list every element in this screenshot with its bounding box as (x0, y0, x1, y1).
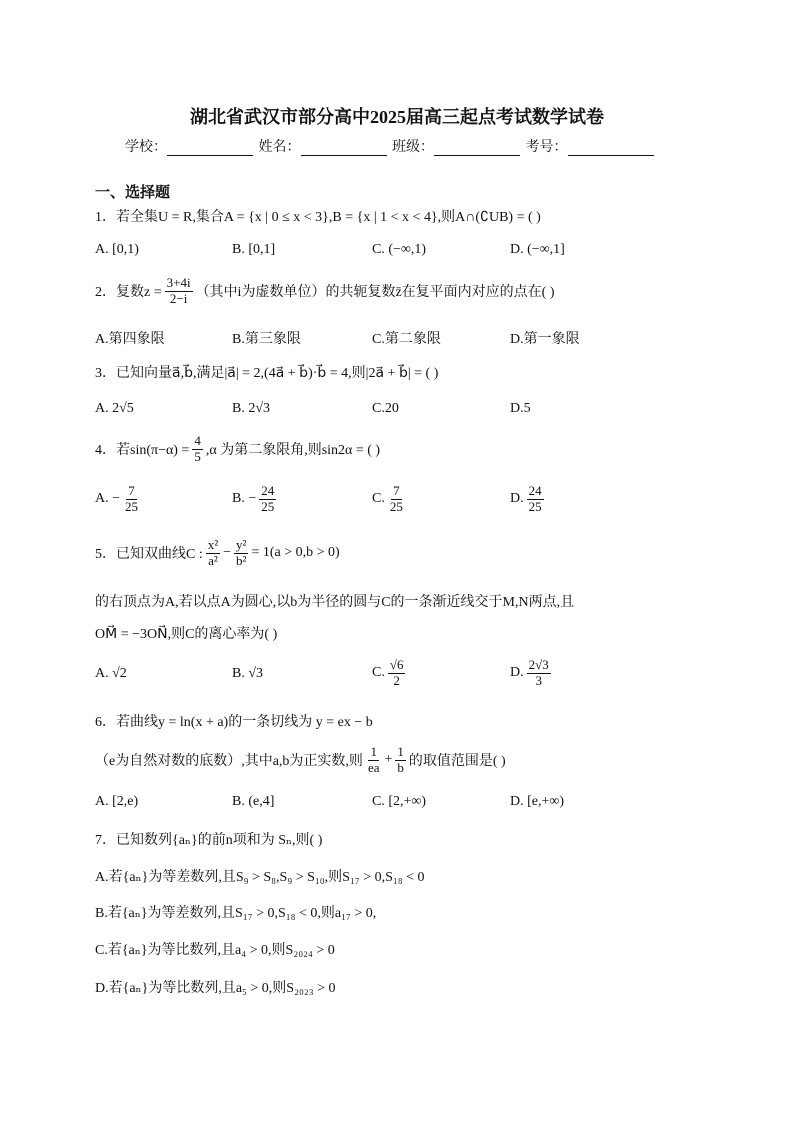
denominator: a² (208, 552, 218, 568)
name-label: 姓名： (258, 140, 301, 155)
option-d (510, 484, 547, 515)
fraction (234, 538, 248, 569)
option-b: B.第三象限 (232, 332, 301, 347)
option-a: A. √2 (95, 666, 127, 681)
name-blank (301, 141, 387, 156)
school-blank (167, 141, 253, 156)
fraction (192, 434, 203, 465)
option-label: B. − (232, 491, 257, 507)
student-info (125, 136, 656, 156)
option-label: C. (372, 665, 385, 681)
fraction (366, 745, 382, 776)
numerator: 1 (397, 744, 404, 759)
numerator: 1 (370, 744, 377, 759)
option-label: D. (510, 491, 524, 507)
question-4-post: ,α 为第二象限角,则sin2α = ( ) (205, 443, 381, 459)
option-b: B.若{aₙ}为等差数列,且S₁₇ > 0,S₁₈ < 0,则a₁₇ > 0, (95, 906, 377, 921)
option-d: D. (−∞,1] (510, 242, 565, 257)
option-a: A. [2,e) (95, 794, 139, 809)
numerator: 7 (128, 483, 135, 498)
question-5-pre: 5．已知双曲线C : (95, 547, 203, 563)
option-b (232, 484, 279, 515)
option-a: A.若{aₙ}为等差数列,且S₉ > S₈,S₉ > S₁₀,则S₁₇ > 0,S₁₈ < 0 (95, 870, 425, 885)
fraction (527, 658, 551, 689)
numerator: √6 (389, 657, 404, 672)
denominator: 25 (389, 498, 403, 514)
fraction (388, 658, 406, 689)
fraction (388, 484, 405, 515)
option-d: D.第一象限 (510, 332, 580, 347)
fraction (527, 484, 544, 515)
option-a: A. [0,1) (95, 242, 139, 257)
class-blank (434, 141, 520, 156)
denominator: b (397, 759, 404, 775)
option-c: C.若{aₙ}为等比数列,且a₄ > 0,则S₂₀₂₄ > 0 (95, 943, 335, 958)
denominator: 2 (393, 672, 400, 688)
question-7: 7．已知数列{aₙ}的前n项和为 Sₙ,则( ) (95, 833, 323, 848)
option-b: B. (e,4] (232, 794, 275, 809)
question-2-post: （其中i为虚数单位）的共轭复数z̄在复平面内对应的点在( ) (195, 285, 555, 301)
option-c: C.20 (372, 401, 399, 416)
fraction (165, 276, 193, 307)
question-5 (95, 538, 340, 569)
option-d (510, 658, 554, 689)
question-4 (95, 434, 380, 465)
fraction (395, 745, 406, 776)
denominator: 25 (125, 498, 139, 514)
question-4-pre: 4．若sin(π−α) = (95, 443, 190, 459)
school-label: 学校： (125, 140, 167, 155)
option-c: C. [2,+∞) (372, 794, 427, 809)
option-a: A.第四象限 (95, 332, 165, 347)
option-c (372, 658, 408, 689)
question-5-line-2: 的右顶点为A,若以点A为圆心,以b为半径的圆与C的一条渐近线交于M,N两点,且 (95, 595, 575, 610)
numerator: 24 (261, 483, 275, 498)
option-c (372, 484, 408, 515)
question-6-pre: （e为自然对数的底数）,其中a,b为正实数,则 (95, 754, 363, 770)
id-label: 考号： (525, 140, 568, 155)
question-6-post: 的取值范围是( ) (408, 754, 506, 770)
numerator: 3+4i (166, 275, 191, 290)
numerator: x² (207, 537, 219, 552)
question-1: 1．若全集U = R,集合A = {x | 0 ≤ x < 3},B = {x | 1 < x < 4},则A∩(∁UB) = ( ) (95, 210, 541, 225)
question-6-line-2 (95, 745, 506, 776)
question-2-pre: 2．复数z = (95, 285, 162, 301)
denominator: b² (236, 552, 247, 568)
class-label: 班级： (392, 140, 434, 155)
fraction (206, 538, 220, 569)
fraction (123, 484, 140, 515)
option-d: D.5 (510, 401, 531, 416)
denominator: 2−i (169, 290, 188, 306)
question-6: 6．若曲线y = ln(x + a)的一条切线为 y = ex − b (95, 715, 373, 730)
option-d: D.若{aₙ}为等比数列,且a₅ > 0,则S₂₀₂₃ > 0 (95, 981, 336, 996)
plus-sign: + (384, 752, 393, 768)
option-a (95, 484, 143, 515)
denominator: ea (367, 759, 380, 775)
question-2 (95, 276, 555, 307)
question-3: 3．已知向量a⃗,b⃗,满足|a⃗| = 2,(4a⃗ + b⃗)·b⃗ = 4,则|2a⃗ + b⃗| = ( ) (95, 366, 439, 381)
minus-sign: − (223, 545, 232, 561)
exam-title: 湖北省武汉市部分高中2025届高三起点考试数学试卷 (190, 107, 604, 127)
option-d: D. [e,+∞) (510, 794, 565, 809)
numerator: 2√3 (528, 657, 549, 672)
section-heading: 一、选择题 (95, 185, 171, 201)
option-label: A. − (95, 491, 121, 507)
option-label: C. (372, 491, 385, 507)
numerator: 4 (194, 433, 201, 448)
option-b: B. 2√3 (232, 401, 271, 416)
option-c: C.第二象限 (372, 332, 441, 347)
option-a: A. 2√5 (95, 401, 134, 416)
numerator: y² (236, 537, 247, 552)
option-c: C. (−∞,1) (372, 242, 427, 257)
denominator: 25 (261, 498, 275, 514)
fraction (259, 484, 276, 515)
denominator: 3 (535, 672, 542, 688)
question-5-line-3: OM⃗ = −3ON⃗,则C的离心率为( ) (95, 627, 278, 642)
option-b: B. [0,1] (232, 242, 276, 257)
option-b: B. √3 (232, 666, 264, 681)
denominator: 5 (194, 448, 201, 464)
question-5-post: = 1(a > 0,b > 0) (251, 545, 340, 561)
option-label: D. (510, 665, 524, 681)
numerator: 7 (393, 483, 400, 498)
denominator: 25 (528, 498, 542, 514)
numerator: 24 (528, 483, 542, 498)
id-blank (568, 141, 654, 156)
